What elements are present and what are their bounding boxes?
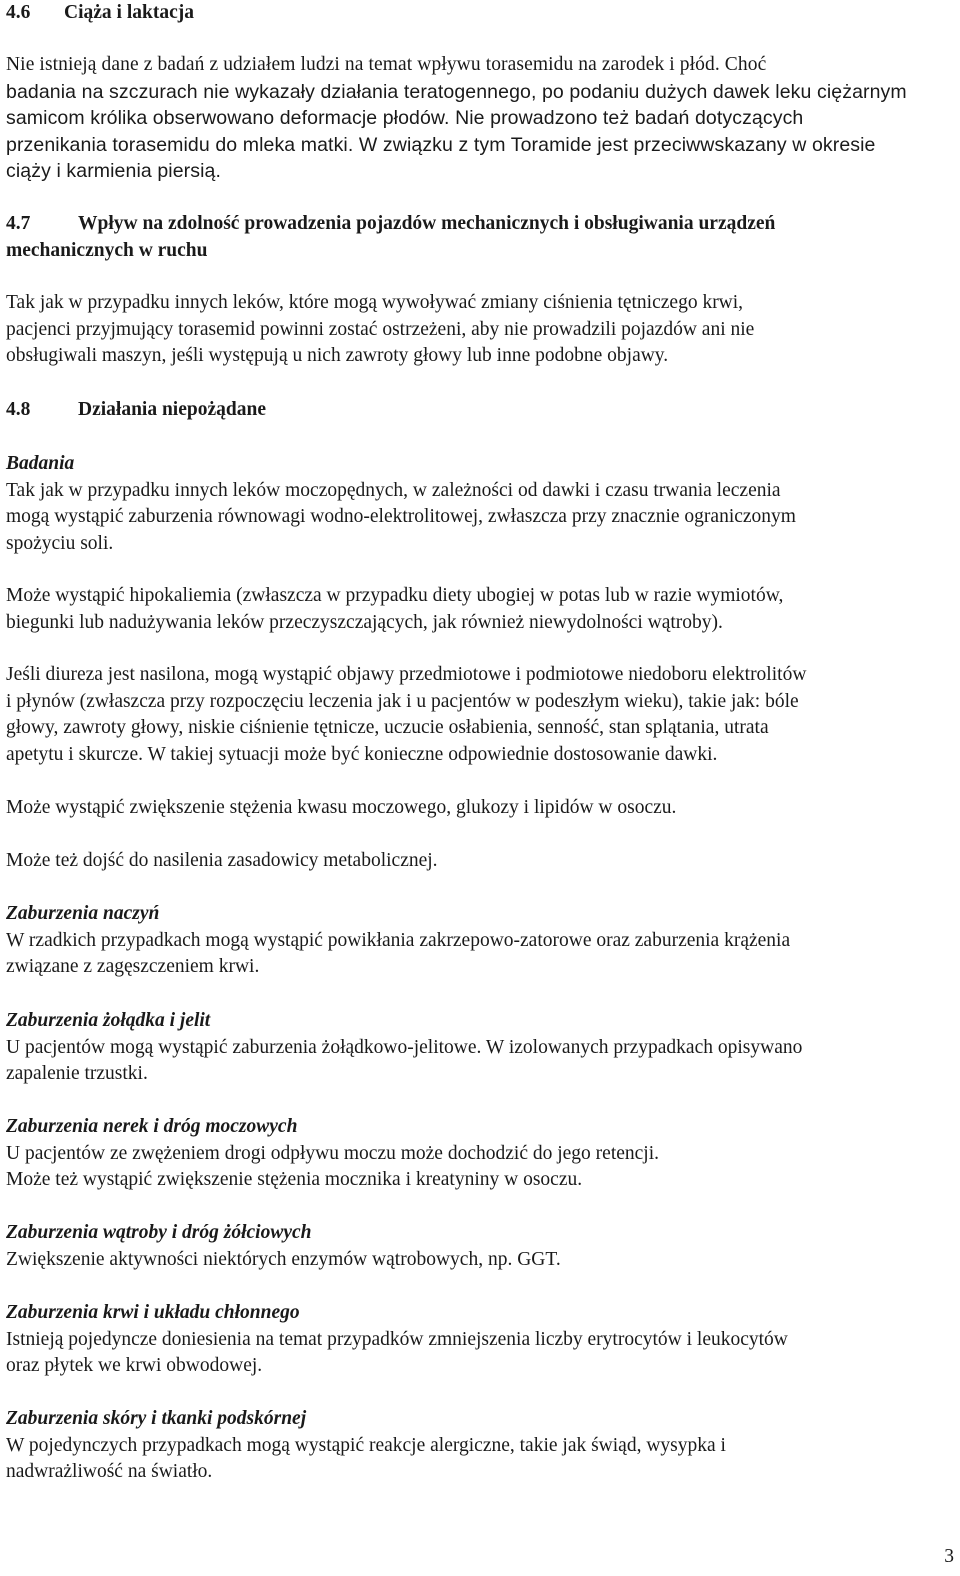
subsection-heading: Badania — [6, 453, 75, 474]
section-number: 4.6 — [6, 2, 31, 23]
text-line: Może też dojść do nasilenia zasadowicy metabolicznej. — [6, 850, 438, 871]
text-line: Istnieją pojedyncze doniesienia na temat przypadków zmniejszenia liczby erytrocytów i leukocytów — [6, 1328, 788, 1350]
text-line: obsługiwali maszyn, jeśli występują u nich zawroty głowy lub inne podobne objawy. — [6, 345, 669, 366]
text-line: Jeśli diureza jest nasilona, mogą wystąpić objawy przedmiotowe i podmiotowe niedoboru elektrolitów — [6, 664, 807, 685]
watroby-subsection — [6, 1220, 948, 1273]
text-line: spożyciu soli. — [6, 532, 114, 554]
nerek-subsection — [6, 1114, 948, 1194]
text-line: W pojedynczych przypadkach mogą wystąpić reakcje alergiczne, takie jak świąd, wysypka i — [6, 1434, 726, 1456]
text-line: samicom królika obserwowano deformacje płodów. Nie prowadzono też badań dotyczących — [6, 107, 804, 129]
section-number: 4.8 — [6, 399, 31, 420]
text-line: biegunki lub nadużywania leków przeczyszczających, jak również niewydolności wątroby). — [6, 611, 723, 633]
text-line: i płynów (zwłaszcza przy rozpoczęciu leczenia jak i u pacjentów w podeszłym wieku), takie jak: bóle — [6, 690, 799, 712]
text-line: Nie istnieją dane z badań z udziałem ludzi na temat wpływu torasemidu na zarodek i płód. Choć — [6, 54, 767, 75]
subsection-heading: Zaburzenia krwi i układu chłonnego — [6, 1302, 300, 1323]
section-title-line: Wpływ na zdolność prowadzenia pojazdów mechanicznych i obsługiwania urządzeń — [78, 213, 776, 234]
text-line: zapalenie trzustki. — [6, 1063, 148, 1084]
text-line: oraz płytek we krwi obwodowej. — [6, 1355, 263, 1376]
text-line: Zwiększenie aktywności niektórych enzymów wątrobowych, np. GGT. — [6, 1248, 561, 1270]
text-line: U pacjentów ze zwężeniem drogi odpływu moczu może dochodzić do jego retencji. — [6, 1142, 660, 1164]
section-4-6-heading — [6, 0, 948, 27]
text-line: Może wystąpić zwiększenie stężenia kwasu moczowego, glukozy i lipidów w osoczu. — [6, 797, 677, 818]
text-line: Może wystąpić hipokaliemia (zwłaszcza w przypadku diety ubogiej w potas lub w razie wymiotów, — [6, 585, 784, 606]
naczyn-subsection — [6, 901, 948, 981]
subsection-heading: Zaburzenia nerek i dróg moczowych — [6, 1116, 298, 1137]
subsection-heading: Zaburzenia naczyń — [6, 903, 160, 924]
text-line: badania na szczurach nie wykazały działania teratogennego, po podaniu dużych dawek leku ciężarnym — [6, 80, 907, 103]
badania-paragraph-4 — [6, 795, 948, 822]
subsection-heading: Zaburzenia wątroby i dróg żółciowych — [6, 1222, 312, 1243]
text-line: W rzadkich przypadkach mogą wystąpić powikłania zakrzepowo-zatorowe oraz zaburzenia krążenia — [6, 929, 791, 951]
section-title: Ciąża i laktacja — [64, 2, 194, 23]
text-line: apetytu i skurcze. W takiej sytuacji może być konieczne odpowiednie dostosowanie dawki. — [6, 743, 718, 765]
subsection-heading: Zaburzenia żołądka i jelit — [6, 1010, 211, 1031]
text-line: Tak jak w przypadku innych leków moczopędnych, w zależności od dawki i czasu trwania leczenia — [6, 479, 781, 501]
zoladka-subsection — [6, 1008, 948, 1088]
section-number: 4.7 — [6, 213, 31, 234]
section-4-6-paragraph — [6, 52, 948, 185]
badania-paragraph-3 — [6, 662, 948, 768]
text-line: ciąży i karmienia piersią. — [6, 160, 222, 182]
text-line: związane z zagęszczeniem krwi. — [6, 956, 260, 977]
subsection-heading: Zaburzenia skóry i tkanki podskórnej — [6, 1408, 307, 1429]
text-line: przenikania torasemidu do mleka matki. W związku z tym Toramide jest przeciwwskazany w okresie — [6, 133, 876, 156]
text-line: pacjenci przyjmujący torasemid powinni zostać ostrzeżeni, aby nie prowadzili pojazdów ani nie — [6, 318, 755, 340]
krwi-subsection — [6, 1300, 948, 1380]
text-line: U pacjentów mogą wystąpić zaburzenia żołądkowo-jelitowe. W izolowanych przypadkach opisywano — [6, 1036, 803, 1058]
section-4-8-heading — [6, 397, 948, 424]
section-title: Działania niepożądane — [78, 399, 266, 420]
badania-subsection — [6, 451, 948, 557]
section-4-7-paragraph — [6, 290, 948, 370]
badania-paragraph-5 — [6, 848, 948, 875]
page-number: 3 — [944, 1546, 954, 1567]
text-line: nadwrażliwość na światło. — [6, 1461, 213, 1482]
text-line: Może też wystąpić zwiększenie stężenia mocznika i kreatyniny w osoczu. — [6, 1169, 583, 1190]
badania-paragraph-2 — [6, 583, 948, 636]
skory-subsection — [6, 1406, 948, 1486]
text-line: mogą wystąpić zaburzenia równowagi wodno-elektrolitowej, zwłaszcza przy znacznie ograniczonym — [6, 506, 796, 527]
text-line: głowy, zawroty głowy, niskie ciśnienie tętnicze, uczucie osłabienia, senność, stan splątania, utrata — [6, 717, 769, 738]
section-title-line: mechanicznych w ruchu — [6, 239, 208, 261]
section-4-7-heading — [6, 211, 948, 264]
text-line: Tak jak w przypadku innych leków, które mogą wywoływać zmiany ciśnienia tętniczego krwi, — [6, 292, 744, 313]
